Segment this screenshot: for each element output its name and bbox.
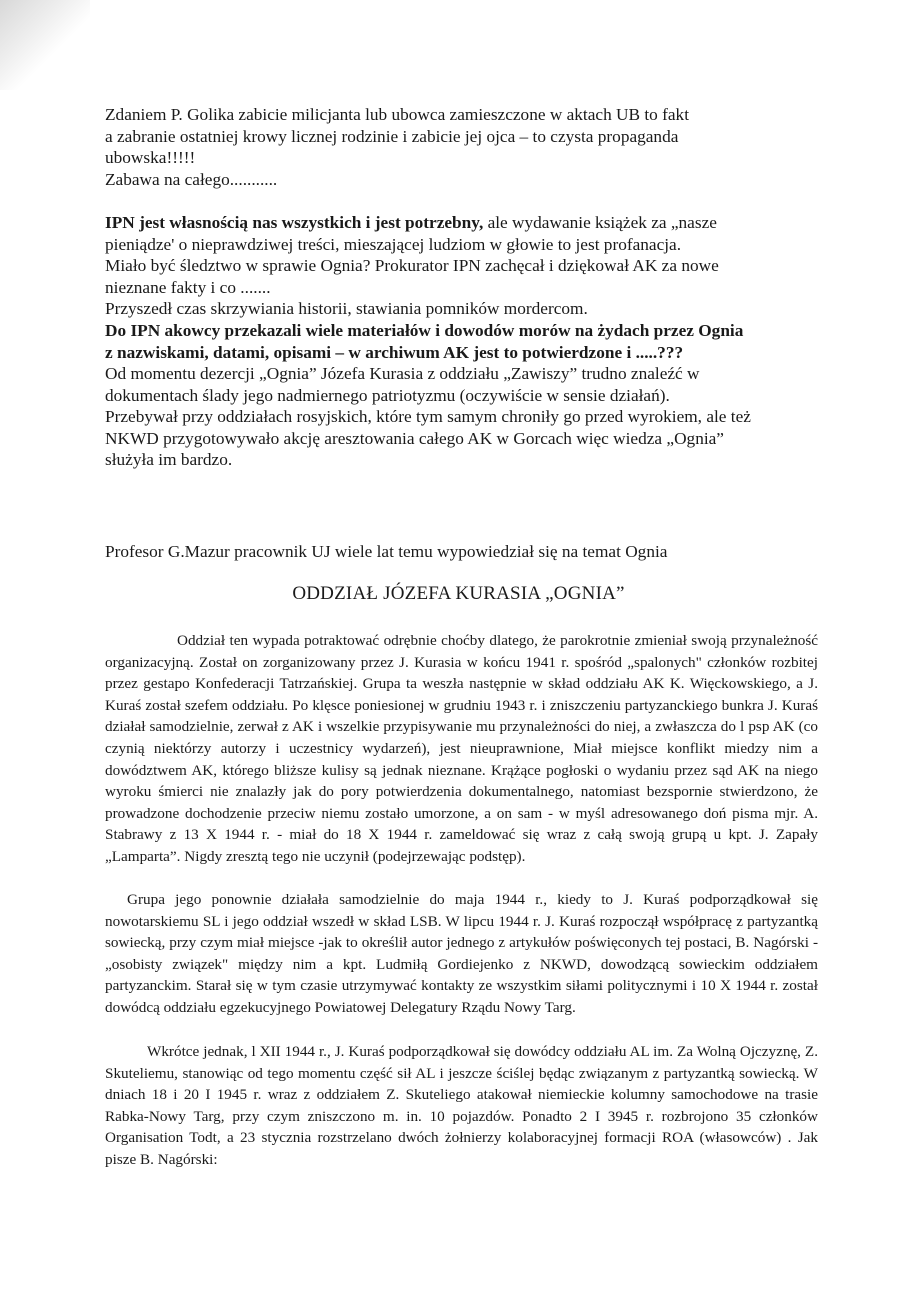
dezercja-paragraph: Od momentu dezercji „Ognia” Józefa Kurasia z oddziału „Zawiszy” trudno znaleźć w dokumentach ślady jego nadmiernego patriotyzmu (oczywiście w sensie działań). Przebywał przy oddziałach rosyjskich, które tym samym chroniły go przed wyrokiem, ale też NKWD przygotowywało akcję aresztowania całego AK w Gorcach więc wiedza „Ognia” służyła im bardzo. xyxy=(105,364,751,469)
intro-paragraph: Zdaniem P. Golika zabicie milicjanta lub ubowca zamieszczone w aktach UB to fakt a zabranie ostatniej krowy licznej rodzinie i zabicie jej ojca – to czysta propaganda ubowska!!!!! Zabawa na całego........... xyxy=(105,105,689,189)
ipn-paragraph xyxy=(105,212,830,320)
ipn-bold-statement: IPN jest własnością nas wszystkich i jest potrzebny, xyxy=(105,213,484,232)
doc-paragraph-2: Grupa jego ponownie działała samodzielnie do maja 1944 r., kiedy to J. Kuraś podporządkował się nowotarskiemu SL i jego oddział wszedł w skład LSB. W lipcu 1944 r. J. Kuraś rozpoczął współpracę z partyzantką sowiecką, przy czym miał miejsce -jak to określił autor jednego z artykułów poświęconych tej postaci, B. Nagórski - „osobisty związek" między nim a kpt. Ludmiłą Gordiejenko z NKWD, dowodzącą sowieckim oddziałem partyzanckim. Starał się w tym czasie utrzymywać kontakty ze wszystkim siłami politycznymi i 10 X 1944 r. został dowódcą oddziału egzekucyjnego Powiatowej Delegatury Rządu Nowy Targ. xyxy=(105,891,818,1016)
mazur-intro-line: Profesor G.Mazur pracownik UJ wiele lat temu wypowiedział się na temat Ognia xyxy=(105,542,668,561)
doc-paragraph-1: Oddział ten wypada potraktować odrębnie choćby dlatego, że parokrotnie zmieniał swoją przynależność organizacyjną. Został on zorganizowany przez J. Kurasia w końcu 1941 r. spośród „spalonych" członków rozbitej przez gestapo Konfederacji Tatrzańskiej. Grupa ta weszła następnie w skład oddziału AK K. Więckowskiego, a J. Kuraś został szefem oddziału. Po klęsce poniesionej w grudniu 1943 r. i zniszczeniu partyzanckiego bunkra J. Kuraś działał samodzielnie, zerwał z AK i wszelkie przypisywanie mu przynależności do niej, a zwłaszcza do l psp AK (co czynią niektórzy autorzy i uczestnicy wydarzeń), jest nieuprawnione, Miał miejsce konflikt miedzy nim a dowództwem AK, którego bliższe kulisy są jednak nieznane. Krążące pogłoski o wydaniu przez sąd AK na niego wyroku śmierci nie znalazły jak do pory potwierdzenia dokumentalnego, natomiast bezspornie stwierdzono, że prowadzone dochodzenie przeciw niemu zostało umorzone, a on sam - w myśl adresowanego doń pisma mjr. A. Stabrawy z 13 X 1944 r. - miał do 18 X 1944 r. zameldować się wraz z całą swoją grupą u kpt. J. Zapały „Lamparta”. Nigdy zresztą tego nie uczynił (podejrzewając podstęp). xyxy=(105,632,818,865)
doc-paragraph-3: Wkrótce jednak, l XII 1944 r., J. Kuraś podporządkował się dowódcy oddziału AL im. Za Wolną Ojczyznę, Z. Skuteliemu, stanowiąc od tego momentu część sił AL i jeszcze ściślej będąc związanym z partyzantką sowiecką. W dniach 18 i 20 I 1945 r. wraz z oddziałem Z. Skuteliego atakował niemieckie kolumny samochodowe na trasie Rabka-Nowy Targ, przy czym zniszczono m. in. 10 pojazdów. Ponadto 2 I 3945 r. rozbrojono 35 członków Organisation Todt, a 23 stycznia rozstrzelano dwóch żołnierzy kolaboracyjnej formacji ROA (własowców) . Jak pisze B. Nagórski: xyxy=(105,1043,818,1168)
bold-claim-paragraph: Do IPN akowcy przekazali wiele materiałów i dowodów morów na żydach przez Ognia z nazwiskami, datami, opisami – w archiwum AK jest to potwierdzone i .....??? xyxy=(105,321,744,362)
section-heading: ODDZIAŁ JÓZEFA KURASIA „OGNIA” xyxy=(292,583,625,604)
ipn-paragraph-rest: ale wydawanie książek za „nasze pieniądze' o nieprawdziwej treści, mieszającej ludziom w głowie to jest profanacja. Miało być śledztwo w sprawie Ognia? Prokurator IPN zachęcał i dziękował AK za nowe nieznane fakty i co ....... Przyszedł czas skrzywiania historii, stawiania pomników mordercom. xyxy=(105,213,719,318)
